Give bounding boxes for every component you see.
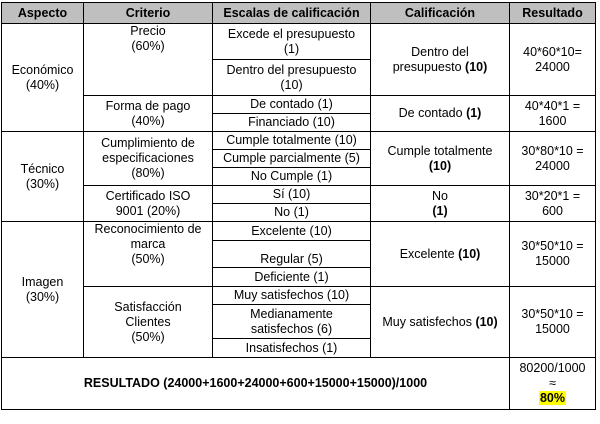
table-row [2, 222, 596, 241]
result-formula: 30*50*10 = [521, 307, 584, 321]
criterion-name: Certificado ISO [105, 188, 191, 203]
calificacion-cell [371, 96, 510, 132]
final-row [2, 358, 596, 410]
result-value: 24000 [535, 59, 570, 74]
aspect-name: Económico [11, 62, 74, 77]
calif-score: (10) [465, 59, 488, 74]
criterion-reconocimiento [84, 222, 213, 287]
table-row [2, 96, 596, 114]
result-value: 24000 [535, 158, 570, 173]
calificacion-cell [371, 287, 510, 358]
result-value: 15000 [535, 254, 570, 268]
calificacion-cell [371, 222, 510, 287]
calif-score: (1) [466, 106, 482, 120]
evaluation-table-wrapper [1, 2, 596, 410]
table-row [2, 287, 596, 305]
result-cell [510, 186, 596, 222]
scale-cell: Deficiente (1) [213, 268, 371, 287]
scale-text: Dentro del presupuesto [226, 62, 357, 77]
criterion-name: 9001 (20%) [115, 203, 181, 218]
scale-cell: Cumple parcialmente (5) [213, 150, 371, 168]
result-cell [510, 24, 596, 96]
criterion-name: Reconocimiento de [94, 222, 202, 236]
scale-cell: Sí (10) [213, 186, 371, 204]
aspect-tecnico [2, 132, 84, 222]
result-cell [510, 132, 596, 186]
criterion-name: Cumplimiento de [101, 136, 195, 150]
criterion-name: Satisfacción [114, 299, 182, 314]
criterion-pct: (50%) [131, 252, 165, 266]
result-formula: 30*50*10 = [521, 239, 584, 253]
calif-text: Dentro del [411, 44, 469, 59]
aspect-name: Imagen [21, 274, 64, 289]
criterion-name: especificaciones [102, 151, 194, 165]
scale-cell: Cumple totalmente (10) [213, 132, 371, 150]
final-result-cell [510, 358, 596, 410]
calif-text: Cumple totalmente [387, 143, 493, 158]
scale-cell: No Cumple (1) [213, 168, 371, 186]
criterion-name: marca [130, 237, 166, 251]
criterion-name: Forma de pago [105, 98, 191, 113]
scale-text: (1) [283, 41, 300, 56]
scale-cell [213, 60, 371, 96]
result-formula: 30*80*10 = [521, 143, 584, 158]
calif-text: No [432, 188, 448, 203]
scale-cell: No (1) [213, 204, 371, 222]
scale-cell [213, 305, 371, 339]
aspect-imagen [2, 222, 84, 358]
table-row [2, 24, 596, 60]
scale-cell: De contado (1) [213, 96, 371, 114]
calif-text: Excelente [399, 246, 455, 261]
header-aspecto: Aspecto [2, 3, 84, 24]
calif-text: presupuesto [392, 59, 462, 74]
scale-text: Excede el presupuesto [227, 26, 356, 41]
criterion-satisfaccion [84, 287, 213, 358]
final-formula: RESULTADO (24000+1600+24000+600+15000+15000)/1000 [2, 358, 510, 410]
criterion-pct: (60%) [131, 39, 165, 53]
calif-score: (10) [458, 246, 481, 261]
header-calificacion: Calificación [371, 3, 510, 24]
criterion-precio [84, 24, 213, 96]
result-value: 15000 [535, 322, 570, 336]
evaluation-table [1, 2, 596, 410]
criterion-pct: (40%) [131, 113, 165, 128]
criterion-especificaciones [84, 132, 213, 186]
aspect-pct: (30%) [25, 176, 60, 191]
scale-text: (10) [280, 77, 303, 92]
scale-cell [213, 24, 371, 60]
header-escalas: Escalas de calificación [213, 3, 371, 24]
criterion-certificado [84, 186, 213, 222]
criterion-name: Precio [130, 24, 166, 38]
criterion-pct: (50%) [131, 329, 165, 344]
calif-score: (10) [475, 314, 498, 329]
calif-score: (10) [428, 158, 452, 173]
final-fraction: 80200/1000 [519, 361, 586, 375]
final-percent: 80% [539, 391, 566, 405]
aspect-name: Técnico [20, 161, 65, 176]
calif-text: Muy satisfechos [382, 314, 472, 329]
aspect-pct: (30%) [25, 289, 60, 304]
calificacion-cell [371, 186, 510, 222]
result-value: 600 [542, 203, 563, 218]
result-cell [510, 287, 596, 358]
result-formula: 40*60*10= [523, 44, 582, 59]
result-value: 1600 [538, 113, 567, 128]
scale-cell: Insatisfechos (1) [213, 339, 371, 358]
result-cell [510, 96, 596, 132]
aspect-pct: (40%) [25, 77, 60, 92]
final-approx: ≈ [549, 376, 556, 390]
criterion-name: Clientes [125, 314, 171, 329]
calif-score: (1) [432, 203, 448, 218]
scale-cell: Regular (5) [213, 241, 371, 268]
scale-cell: Muy satisfechos (10) [213, 287, 371, 305]
scale-text: satisfechos (6) [250, 321, 333, 336]
criterion-pago [84, 96, 213, 132]
calificacion-cell [371, 132, 510, 186]
criterion-pct: (80%) [131, 166, 165, 180]
header-row [2, 3, 596, 24]
scale-cell: Excelente (10) [213, 222, 371, 241]
table-row [2, 186, 596, 204]
result-cell [510, 222, 596, 287]
scale-cell: Financiado (10) [213, 114, 371, 132]
result-formula: 30*20*1 = [524, 188, 581, 203]
header-resultado: Resultado [510, 3, 596, 24]
scale-text: Medianamente [250, 306, 333, 321]
result-formula: 40*40*1 = [524, 98, 581, 113]
header-criterio: Criterio [84, 3, 213, 24]
calif-text: De contado [398, 106, 463, 120]
aspect-economico [2, 24, 84, 132]
table-row [2, 132, 596, 150]
calificacion-cell [371, 24, 510, 96]
